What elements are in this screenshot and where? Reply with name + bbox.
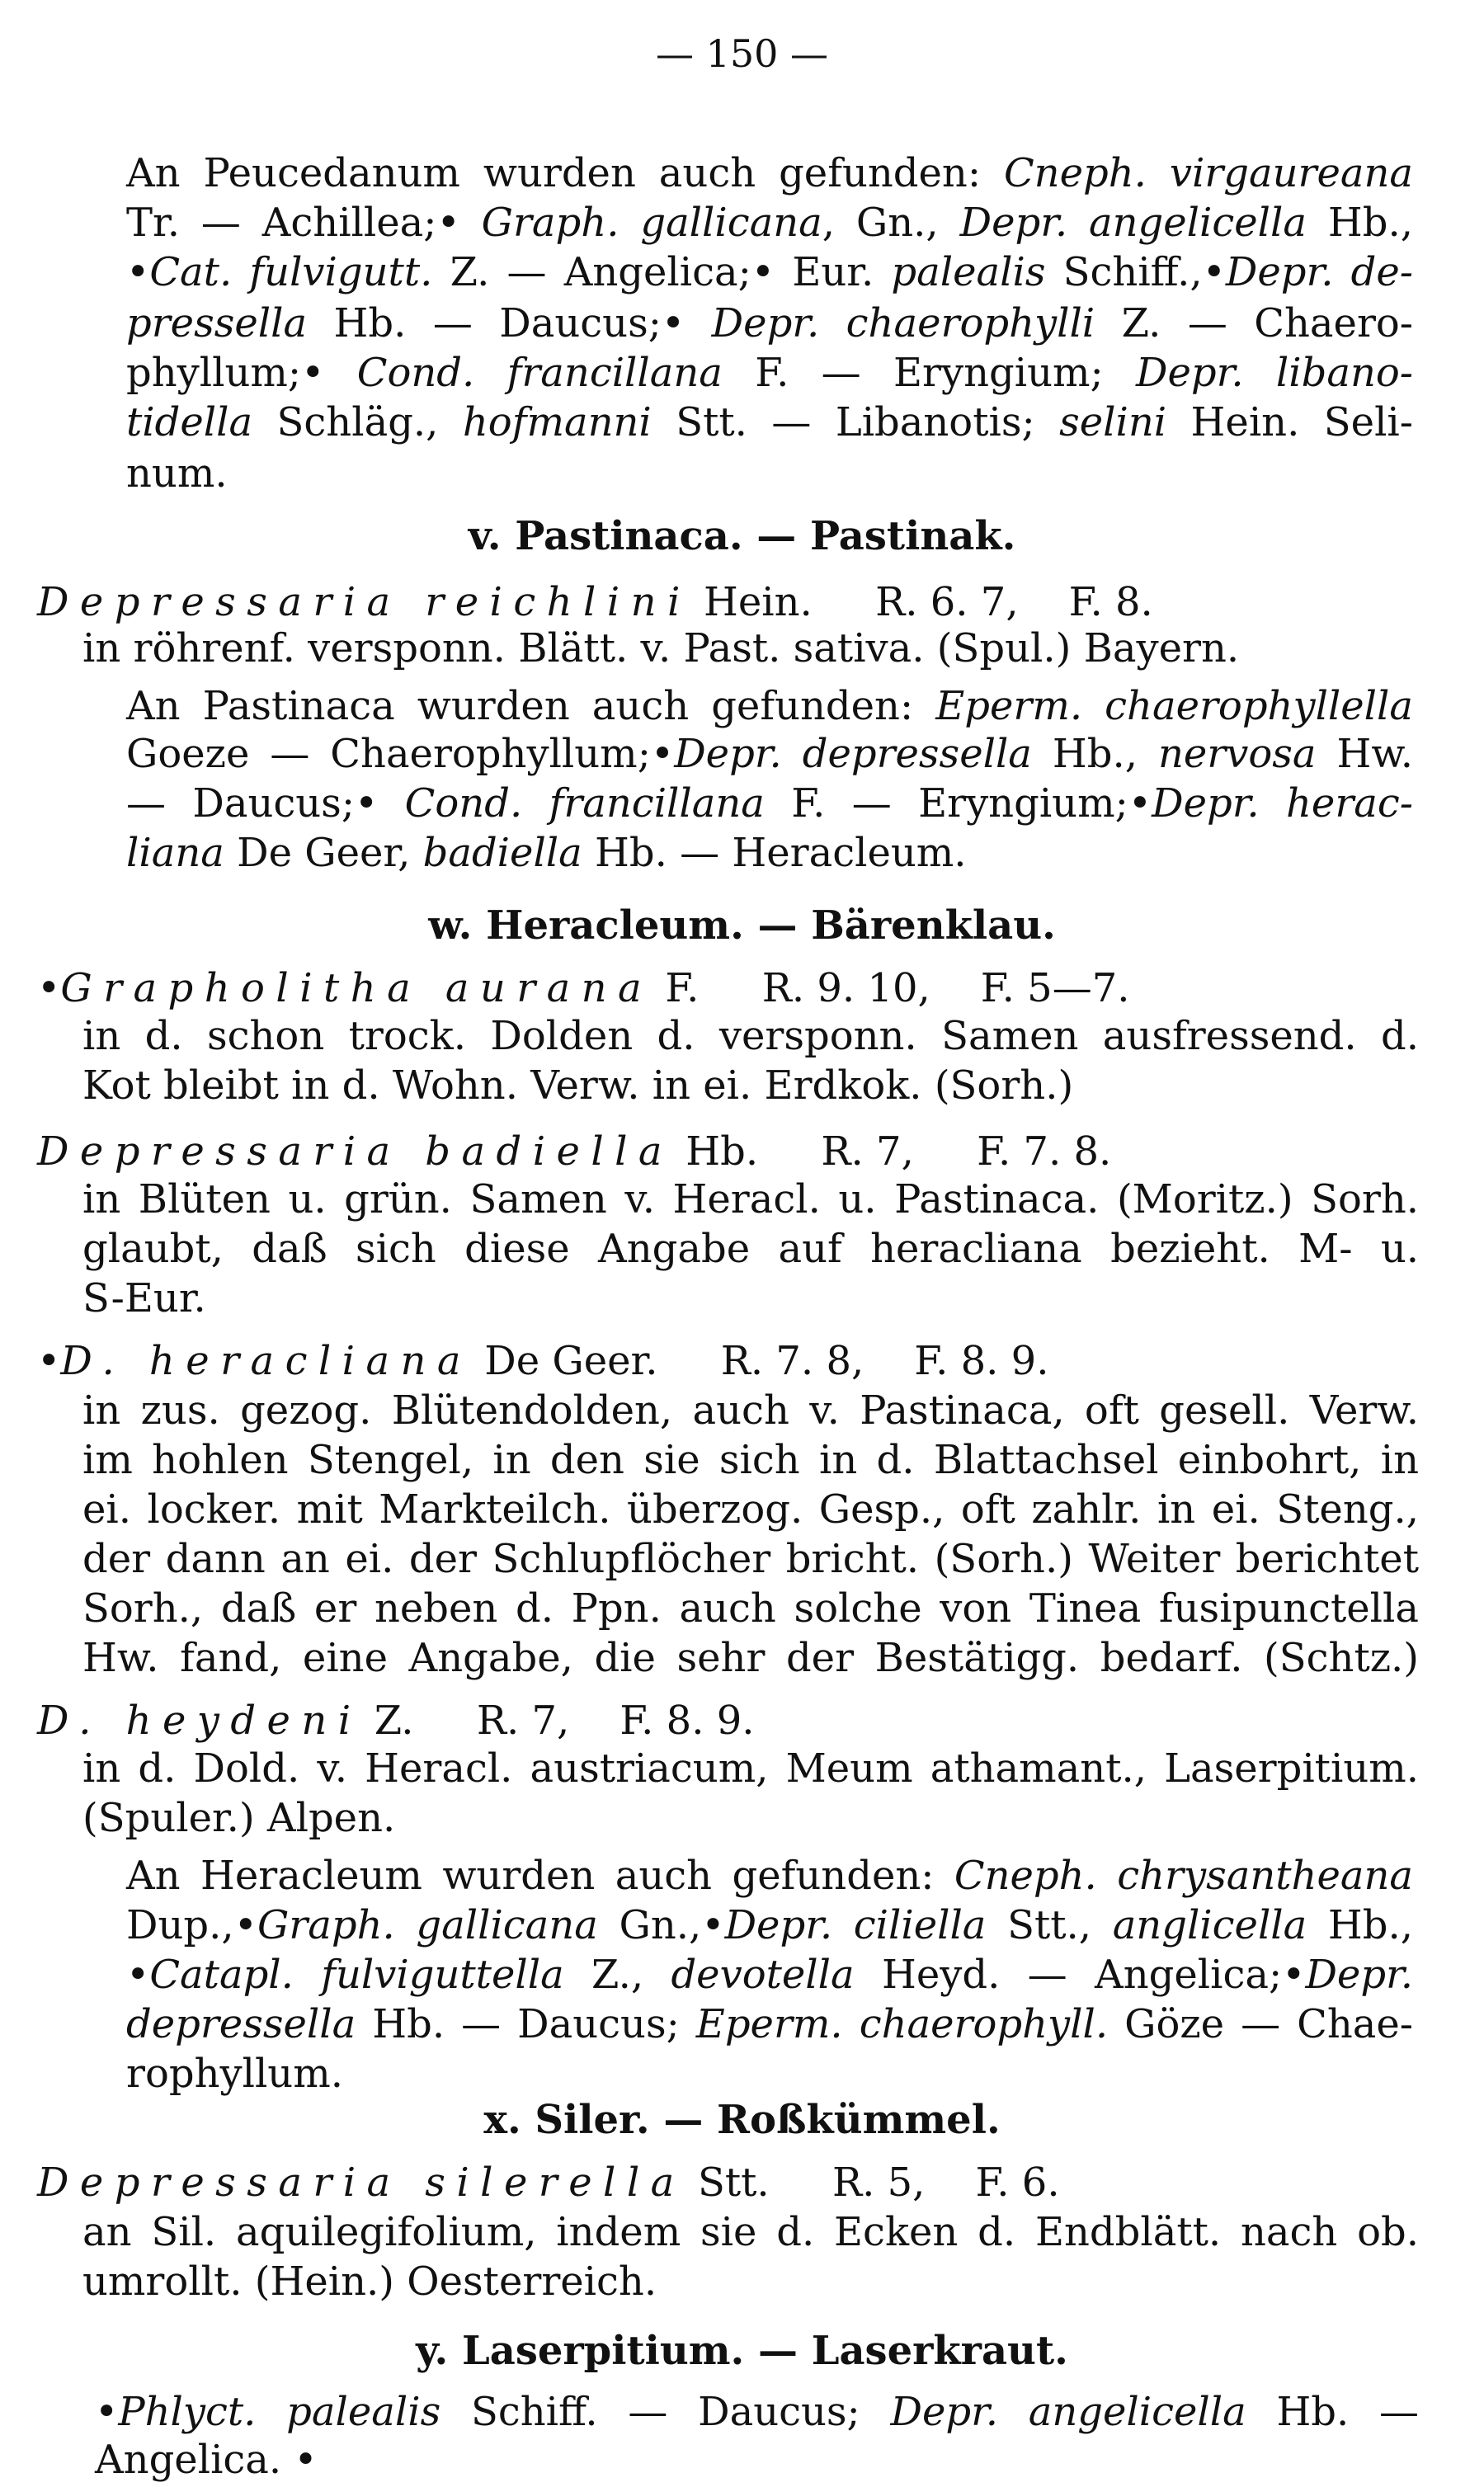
species-entry [37, 577, 1153, 627]
text-run: • [37, 1338, 61, 1384]
text-run: Heyd. — Angelica;• [854, 1952, 1306, 1998]
italic-text: Depr. herac- [1152, 780, 1413, 827]
italic-text: badiella [422, 830, 582, 876]
paragraph-line [126, 729, 1413, 779]
paragraph-line [126, 1901, 1413, 1950]
text-run: in röhrenf. versponn. Blätt. v. Past. sativa. (Spul.) Bayern. [82, 625, 1240, 671]
text-run: Schiff.,• [1045, 249, 1226, 295]
text-run: Hb., [1307, 1902, 1414, 1948]
italic-text: Depr. libano- [1136, 350, 1413, 396]
text-run: umrollt. (Hein.) Oesterreich. [82, 2259, 657, 2305]
italic-text: Cat. fulvigutt. [149, 249, 433, 295]
italic-text: selini [1059, 399, 1167, 445]
text-run: • [126, 1952, 150, 1998]
text-run: F. — Eryngium;• [764, 780, 1152, 827]
italic-text: Graph. gallicana [481, 200, 822, 246]
text-run: De Geer, [224, 830, 423, 876]
text-run: • [95, 2389, 119, 2435]
text-run: Z. — Angelica;• Eur. [432, 249, 892, 295]
italic-text: Depressaria reichlini [37, 579, 691, 625]
section-heading: x. Siler. — Roßkümmel. [483, 2097, 1001, 2143]
text-run: Kot bleibt in d. Wohn. Verw. in ei. Erdkok. (Sorh.) [82, 1062, 1074, 1109]
italic-text: Depr. angelicella [959, 200, 1307, 246]
paragraph-line [126, 681, 1413, 731]
text-run: Hw. fand, eine Angabe, die sehr der Bestätigg. bedarf. (Schtz.) [82, 1635, 1419, 1681]
section-heading: y. Laserpitium. — Laserkraut. [416, 2328, 1068, 2374]
text-run: F. — Eryngium; [722, 350, 1137, 396]
description-line [82, 1011, 1419, 1061]
italic-text: Phlyct. palealis [118, 2389, 441, 2435]
text-run: F. R. 9. 10, F. 5—7. [652, 965, 1130, 1011]
description-line [82, 1793, 395, 1843]
italic-text: Graph. gallicana [257, 1902, 598, 1948]
italic-text: depressella [126, 2001, 356, 2047]
paragraph-line [126, 1999, 1413, 2049]
italic-text: tidella [126, 399, 253, 445]
species-entry [37, 1696, 755, 1745]
description-line [82, 624, 1239, 673]
description-line [82, 2257, 657, 2306]
paragraph-line [126, 828, 967, 878]
description-line [82, 1386, 1419, 1435]
italic-text: Depressaria silerella [37, 2160, 685, 2206]
italic-text: Depr. [1305, 1952, 1413, 1998]
italic-text: Depr. angelicella [890, 2389, 1246, 2435]
text-run: phyllum;• [126, 350, 357, 396]
text-run: Angelica. • [95, 2437, 318, 2483]
italic-text: anglicella [1112, 1902, 1307, 1948]
text-run: Hb. — Heracleum. [582, 830, 967, 876]
text-run: im hohlen Stengel, in den sie sich in d. Blattachsel einbohrt, in [82, 1437, 1419, 1483]
text-run: glaubt, daß sich diese Angabe auf heracliana bezieht. M- u. [82, 1226, 1419, 1272]
text-run: Hb., [1307, 200, 1413, 246]
species-entry [37, 963, 1129, 1013]
text-run: Göze — Chae- [1108, 2001, 1414, 2047]
italic-text: nervosa [1157, 731, 1317, 777]
text-run: rophyllum. [126, 2051, 343, 2097]
description-line [82, 1534, 1419, 1584]
text-run: ei. locker. mit Markteilch. überzog. Gesp., oft zahlr. in ei. Steng., [82, 1486, 1419, 1533]
italic-text: D. heydeni [37, 1698, 362, 1744]
paragraph-line [95, 2387, 1419, 2437]
paragraph-line [126, 348, 1413, 398]
text-run: An Peucedanum wurden auch gefunden: [126, 150, 1004, 196]
italic-text: hofmanni [462, 399, 652, 445]
text-run: Stt. — Libanotis; [651, 399, 1060, 445]
italic-text: palealis [891, 249, 1046, 295]
species-entry [37, 1127, 1111, 1176]
paragraph-line [126, 449, 228, 498]
text-run: Hein. Seli- [1166, 399, 1413, 445]
text-run: De Geer. R. 7. 8, F. 8. 9. [471, 1338, 1049, 1384]
italic-text: Cneph. virgaureana [1003, 150, 1414, 196]
text-run: Hein. R. 6. 7, F. 8. [690, 579, 1153, 625]
text-run: Stt. R. 5, F. 6. [685, 2160, 1060, 2206]
italic-text: Eperm. chaerophyll. [695, 2001, 1109, 2047]
species-entry [37, 2158, 1060, 2207]
text-run: Hb. R. 7, F. 7. 8. [672, 1128, 1112, 1175]
italic-text: Grapholitha aurana [60, 965, 653, 1011]
text-run: in Blüten u. grün. Samen v. Heracl. u. Pastinaca. (Moritz.) Sorh. [82, 1176, 1419, 1222]
text-run: der dann an ei. der Schlupflöcher bricht. (Sorh.) Weiter berichtet [82, 1536, 1419, 1582]
text-run: , Gn., [822, 200, 960, 246]
text-run: Gn.,• [597, 1902, 725, 1948]
text-run: Goeze — Chaerophyllum;• [126, 731, 675, 777]
paragraph-line [126, 1851, 1413, 1901]
text-run: Schiff. — Daucus; [440, 2389, 891, 2435]
description-line [82, 1744, 1419, 1793]
text-run: Hw. [1316, 731, 1413, 777]
description-line [82, 1633, 1419, 1683]
text-run: Z., [563, 1952, 671, 1998]
paragraph-line [126, 148, 1413, 198]
description-line [82, 1485, 1419, 1534]
text-run: in d. schon trock. Dolden d. versponn. Samen ausfressend. d. [82, 1013, 1419, 1059]
text-run: Sorh., daß er neben d. Ppn. auch solche von Tinea fusipunctella [82, 1585, 1419, 1632]
description-line [82, 1435, 1419, 1485]
paragraph-line [126, 299, 1413, 348]
text-run: Z. R. 7, F. 8. 9. [361, 1698, 755, 1744]
text-run: num. [126, 450, 228, 497]
text-run: Hb. — [1246, 2389, 1420, 2435]
section-heading: w. Heracleum. — Bärenklau. [428, 902, 1056, 949]
text-run: an Sil. aquilegifolium, indem sie d. Ecken d. Endblätt. nach ob. [82, 2209, 1419, 2255]
text-run: An Heracleum wurden auch gefunden: [126, 1853, 954, 1899]
text-run: — Daucus;• [126, 780, 405, 827]
italic-text: Cneph. chrysantheana [954, 1853, 1414, 1899]
description-line [82, 2207, 1419, 2257]
description-line [82, 1274, 206, 1323]
italic-text: pressella [126, 300, 308, 346]
italic-text: Eperm. chaerophyllella [935, 683, 1414, 729]
italic-text: liana [126, 830, 224, 876]
text-run: Hb., [1031, 731, 1158, 777]
text-run: • [126, 249, 150, 295]
text-run: Dup.,• [126, 1902, 257, 1948]
paragraph-line [126, 398, 1413, 447]
species-entry [37, 1336, 1048, 1386]
text-run: S-Eur. [82, 1275, 206, 1321]
text-run: Hb. — Daucus; [356, 2001, 696, 2047]
text-run: An Pastinaca wurden auch gefunden: [126, 683, 936, 729]
paragraph-line [126, 779, 1413, 828]
text-run: Stt., [986, 1902, 1113, 1948]
italic-text: Cond. francillana [356, 350, 723, 396]
page-number: — 150 — [655, 31, 829, 76]
text-run: Schläg., [252, 399, 463, 445]
section-heading: v. Pastinaca. — Pastinak. [468, 513, 1016, 559]
italic-text: D. heracliana [60, 1338, 472, 1384]
italic-text: Depr. chaerophylli [711, 300, 1095, 346]
italic-text: Depr. ciliella [724, 1902, 987, 1948]
text-run: in zus. gezog. Blütendolden, auch v. Pastinaca, oft gesell. Verw. [82, 1387, 1419, 1434]
paragraph-line [126, 1950, 1413, 1999]
italic-text: Catapl. fulviguttella [149, 1952, 564, 1998]
italic-text: Depressaria badiella [37, 1128, 673, 1175]
description-line [82, 1175, 1419, 1224]
italic-text: Depr. de- [1225, 249, 1413, 295]
italic-text: devotella [671, 1952, 855, 1998]
description-line [82, 1061, 1073, 1110]
description-line [82, 1584, 1419, 1633]
paragraph-line [126, 247, 1413, 297]
text-run: (Spuler.) Alpen. [82, 1795, 396, 1841]
text-run: Z. — Chaero- [1095, 300, 1414, 346]
text-run: Tr. — Achillea;• [126, 200, 482, 246]
paragraph-line [126, 2049, 343, 2098]
description-line [82, 1224, 1419, 1274]
text-run: Hb. — Daucus;• [307, 300, 712, 346]
italic-text: Depr. depressella [674, 731, 1032, 777]
text-run: in d. Dold. v. Heracl. austriacum, Meum athamant., Laserpitium. [82, 1745, 1419, 1792]
paragraph-line [126, 198, 1413, 247]
paragraph-line [95, 2435, 318, 2485]
italic-text: Cond. francillana [404, 780, 765, 827]
text-run: • [37, 965, 61, 1011]
